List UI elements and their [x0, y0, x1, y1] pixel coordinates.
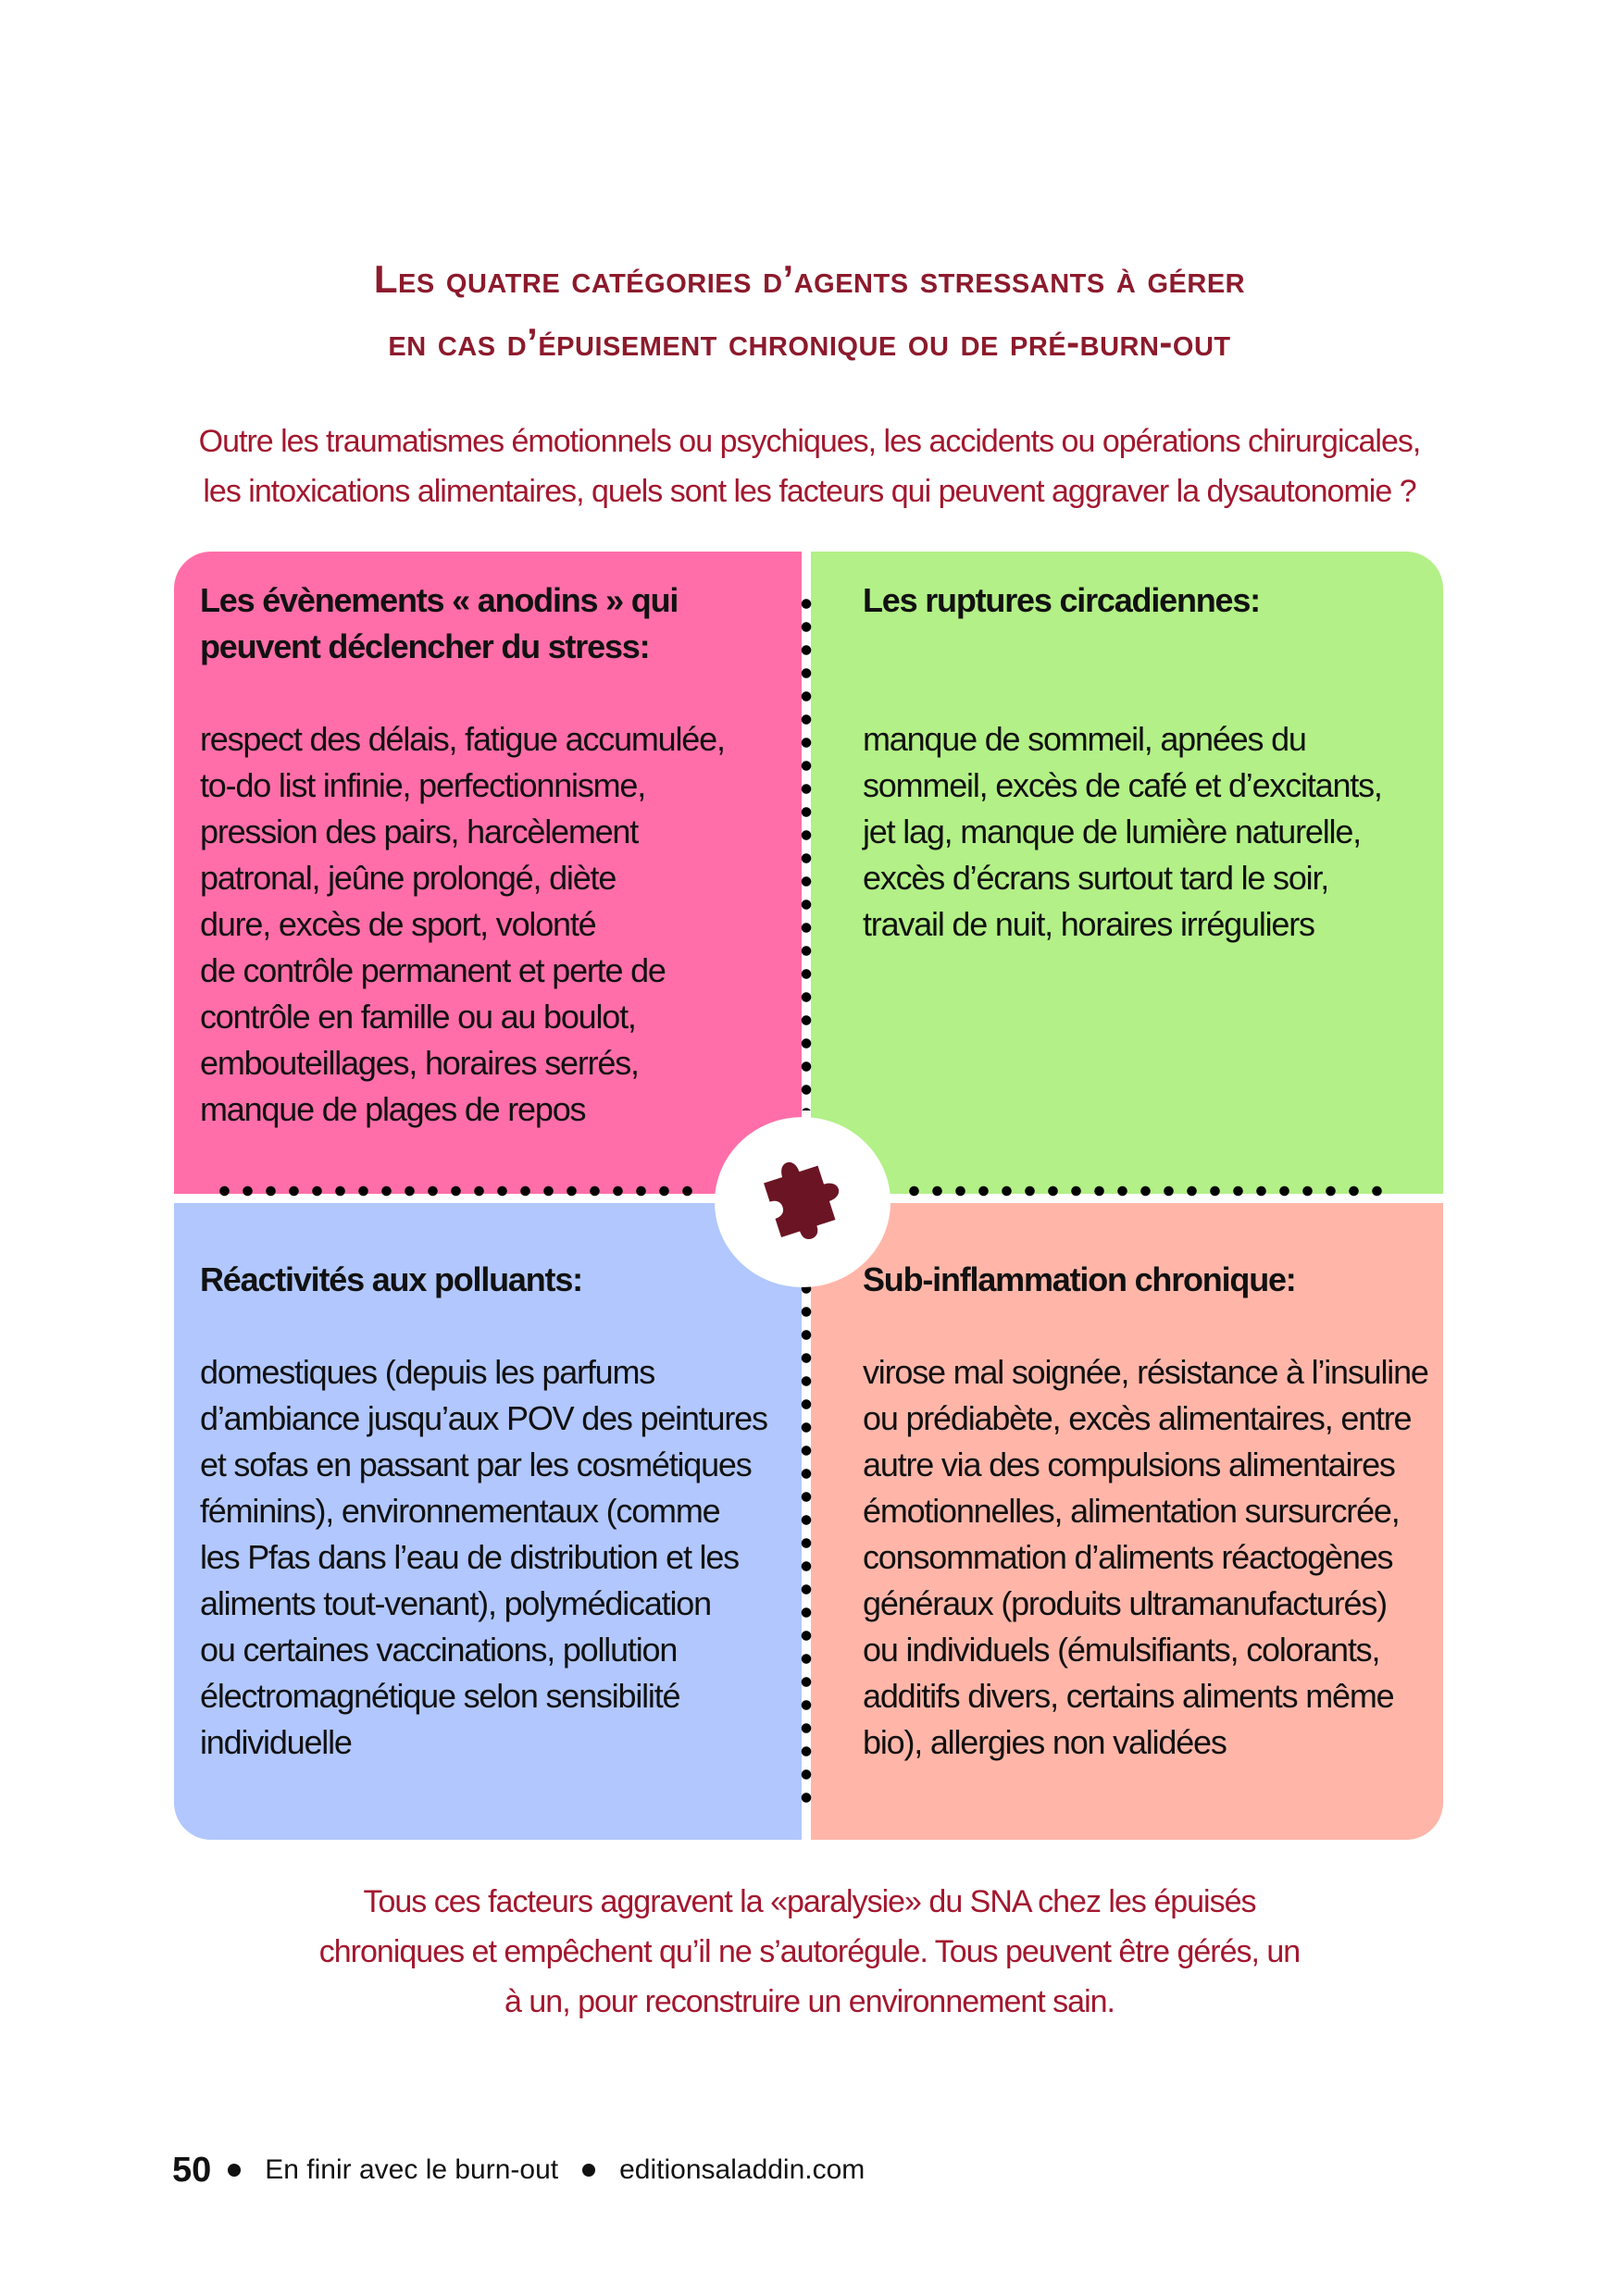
- outro-line-2: chroniques et empêchent qu’il ne s’autorégule. Tous peuvent être gérés, un: [318, 1934, 1301, 1969]
- book-title: En finir avec le burn-out: [265, 2154, 559, 2185]
- quadrant-title: Les évènements « anodins » qui peuvent déclencher du stress:: [200, 581, 679, 665]
- quadrant-title: Réactivités aux polluants:: [200, 1260, 582, 1298]
- quadrant-body: respect des délais, fatigue accumulée, to-do list infinie, perfectionnisme, pression des pairs, harcèlement patronal, jeûne prolongé, diète dure, excès de sport, volonté de contrôle permanent et perte de contrôle en famille ou au boulot, embouteillages, horaires serrés, manque de plages de repos: [200, 720, 725, 1128]
- quadrant-everyday-events: [174, 552, 802, 1194]
- intro-line-1: Outre les traumatismes émotionnels ou psychiques, les accidents ou opérations chirurgicales,: [198, 424, 1421, 459]
- horizontal-dotted-divider-right: [903, 1185, 1393, 1198]
- horizontal-dotted-divider-left: [213, 1185, 704, 1198]
- footer-bullet: [228, 2164, 241, 2177]
- intro-text: [0, 416, 1619, 516]
- outro-line-3: à un, pour reconstruire un environnement sain.: [504, 1984, 1115, 2019]
- page-number: 50: [172, 2150, 212, 2190]
- title-line-2: en cas d’épuisement chronique ou de pré-burn-out: [388, 320, 1231, 364]
- website-link[interactable]: editionsaladdin.com: [619, 2154, 866, 2185]
- center-circle: [715, 1117, 890, 1287]
- puzzle-piece-icon: [759, 1156, 848, 1245]
- title-line-1: Les quatre catégories d’agents stressants à gérer: [373, 257, 1246, 301]
- quadrant-body: virose mal soignée, résistance à l’insuline ou prédiabète, excès alimentaires, entre autre via des compulsions alimentaires émotionnelles, alimentation sursurcrée, consommation d’aliments réactogènes généraux (produits ultramanufacturés) ou individuels (émulsifiants, colorants, additifs divers, certains aliments même bio), allergies non validées: [863, 1353, 1428, 1761]
- quadrant-title: Les ruptures circadiennes:: [863, 581, 1260, 619]
- quadrant-pollutant-reactivity: [174, 1203, 802, 1840]
- footer-bullet: [582, 2164, 595, 2177]
- outro-line-1: Tous ces facteurs aggravent la «paralysie» du SNA chez les épuisés: [363, 1884, 1256, 1919]
- quadrant-body: domestiques (depuis les parfums d’ambiance jusqu’aux POV des peintures et sofas en passant par les cosmétiques féminins), environnementaux (comme les Pfas dans l’eau de distribution et les aliments tout-venant), polymédication ou certaines vaccinations, pollution électromagnétique selon sensibilité individuelle: [200, 1353, 767, 1761]
- vertical-dotted-divider-top: [800, 592, 813, 1111]
- quadrant-title: Sub-inflammation chronique:: [863, 1260, 1296, 1298]
- quadrant-body: manque de sommeil, apnées du sommeil, excès de café et d’excitants, jet lag, manque de lumière naturelle, excès d’écrans surtout tard le soir, travail de nuit, horaires irréguliers: [863, 720, 1382, 943]
- quadrant-chronic-subinflammation: [811, 1203, 1443, 1840]
- quadrant-circadian-ruptures: [811, 552, 1443, 1194]
- intro-line-2: les intoxications alimentaires, quels sont les facteurs qui peuvent aggraver la dysautonomie ?: [203, 474, 1416, 509]
- page-footer: [172, 2150, 865, 2191]
- page-title: [0, 248, 1619, 374]
- conclusion-text: [0, 1877, 1619, 2027]
- vertical-dotted-divider-bottom: [800, 1277, 813, 1805]
